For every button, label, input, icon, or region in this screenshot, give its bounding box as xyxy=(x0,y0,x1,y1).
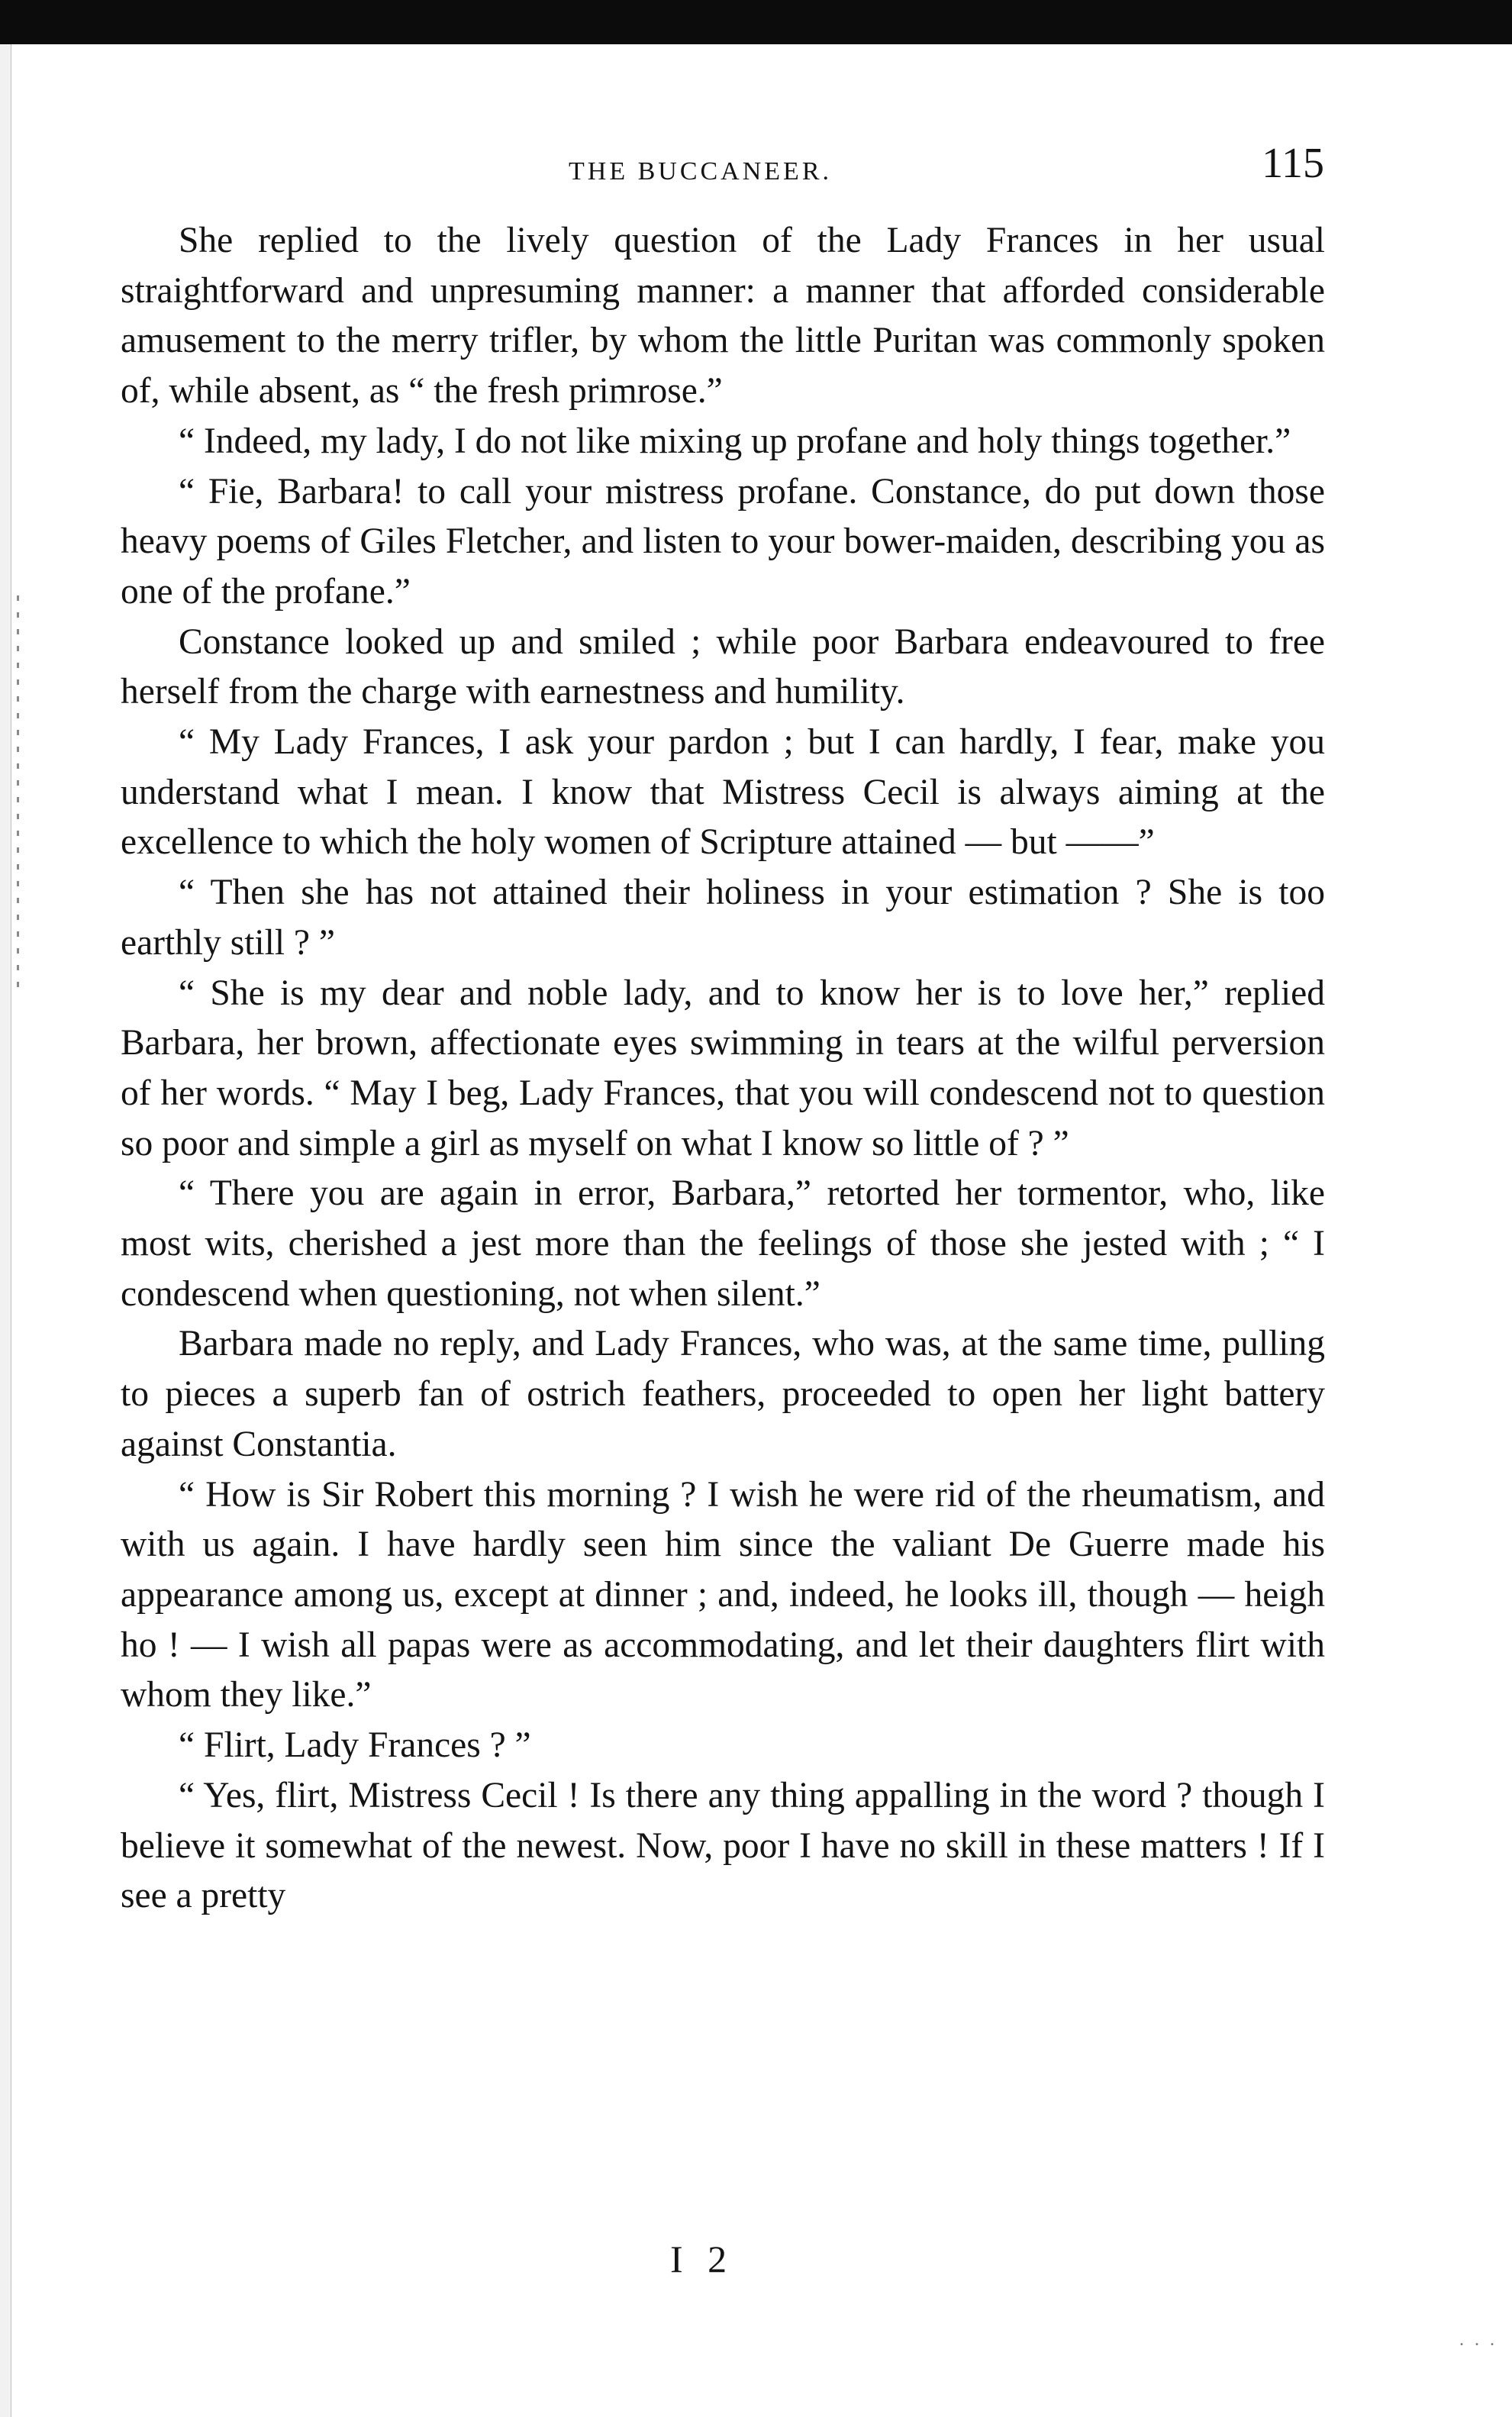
paragraph: Barbara made no reply, and Lady Frances, who was, at the same time, pulling to pieces a superb fan of ostrich feathers, proceeded to open her light battery against Constantia. xyxy=(121,1324,1325,1464)
paragraph: “ Fie, Barbara! to call your mistress profane. Constance, do put down those heavy poems of Giles Fletcher, and listen to your bower-maiden, describing you as one of the profane.” xyxy=(121,471,1325,612)
signature-mark: I 2 xyxy=(670,2238,735,2280)
paragraph: “ There you are again in error, Barbara,” retorted her tormentor, who, like most wits, cherished a jest more than the feelings of those she jested with ; “ I condescend when questioning, not when silent.” xyxy=(121,1173,1325,1314)
corner-mark: . . . xyxy=(1459,2330,1497,2350)
page-header xyxy=(122,137,1324,206)
paragraph: “ My Lady Frances, I ask your pardon ; but I can hardly, I fear, make you understand what I mean. I know that Mistress Cecil is always aiming at the excellence to which the holy women of Scripture attained — but ——” xyxy=(121,722,1325,863)
binding-edge-marks xyxy=(17,595,19,992)
running-head: THE BUCCANEER. xyxy=(569,157,832,186)
paragraph: “ Then she has not attained their holiness in your estimation ? She is too earthly still ? ” xyxy=(121,873,1325,963)
paragraph: Constance looked up and smiled ; while poor Barbara endeavoured to free herself from the charge with earnestness and humility. xyxy=(121,621,1325,712)
paragraph: “ She is my dear and noble lady, and to know her is to love her,” replied Barbara, her brown, affectionate eyes swimming in tears at the wilful perversion of her words. “ May I beg, Lady Frances, that you will condescend not to question so poor and simple a girl as myself on what I know so little of ? ” xyxy=(121,973,1325,1163)
body-text xyxy=(121,216,1325,1922)
paragraph: “ Flirt, Lady Frances ? ” xyxy=(179,1725,531,1766)
page-number: 115 xyxy=(1262,140,1324,187)
paragraph: “ How is Sir Robert this morning ? I wish he were rid of the rheumatism, and with us again. I have hardly seen him since the valiant De Guerre made his appearance among us, except at dinner ; and, indeed, he looks ill, though — heigh ho ! — I wish all papas were as accommodating, and let their daughters flirt with whom they like.” xyxy=(121,1474,1325,1715)
paragraph: “ Yes, flirt, Mistress Cecil ! Is there any thing appalling in the word ? though I believe it somewhat of the newest. Now, poor I have no skill in these matters ! If I see a pretty xyxy=(121,1775,1325,1916)
binding-edge xyxy=(0,44,11,2417)
top-edge-rule xyxy=(0,0,1512,44)
paragraph: “ Indeed, my lady, I do not like mixing up profane and holy things together.” xyxy=(179,421,1291,461)
paragraph: She replied to the lively question of the Lady Frances in her usual straightforward and unpresuming manner: a manner that afforded considerable amusement to the merry trifler, by whom the little Puritan was commonly spoken of, while absent, as “ the fresh primrose.” xyxy=(121,221,1325,411)
